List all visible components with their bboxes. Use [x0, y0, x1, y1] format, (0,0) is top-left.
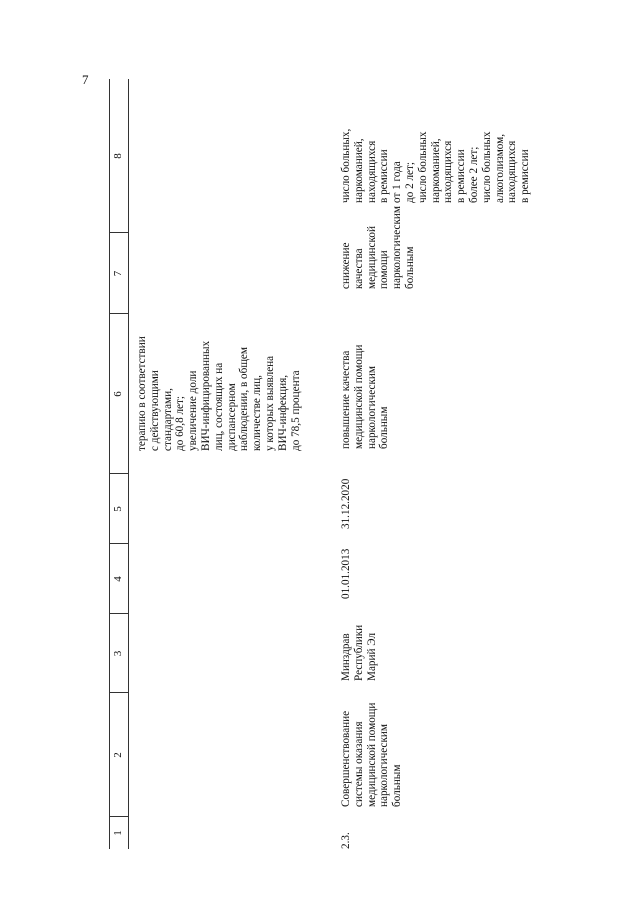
header-col-2: 2 [112, 752, 124, 758]
header-col-4: 4 [112, 576, 124, 582]
measure-name: Совершенствование системы оказания медицинской помощи наркологическим больным [340, 702, 404, 807]
header-bottom-rule [128, 79, 129, 849]
header-col-6: 6 [112, 391, 124, 397]
header-col-3: 3 [112, 650, 124, 657]
consequences-of-non-implementation: снижение качества медицинской помощи наркологическим больным [340, 206, 416, 289]
start-date: 01.01.2013 [340, 548, 352, 599]
continuation-indicator-text: терапию в соответствии с действующими стандартами, до 60,8 лет; увеличение доли ВИЧ-инфицированных лиц, состоящих на диспансерном наблюдении, в общем количестве лиц, у которых выявлена ВИЧ-инфекция, до 78,5 процента [136, 336, 302, 451]
header-col-8: 8 [112, 153, 124, 159]
table-landscape [108, 79, 568, 849]
expected-result: повышение качества медицинской помощи наркологическим больным [340, 344, 391, 449]
header-col-1: 1 [112, 830, 124, 836]
page-number: 7 [82, 72, 89, 87]
responsible-executor: Минздрав Республики Марий Эл [340, 624, 378, 681]
row-number: 2.3. [340, 832, 352, 849]
end-date: 31.12.2020 [340, 478, 352, 529]
header-top-rule [109, 79, 110, 849]
header-col-5: 5 [112, 506, 124, 512]
header-col-7: 7 [112, 270, 124, 277]
target-indicators: число больных, наркоманией, находящихся в ремиссии от 1 года до 2 лет; число больных наркоманией, находящихся в ремиссии более 2 лет; число больных алкоголизмом, находящихся в ремиссии [340, 128, 532, 203]
